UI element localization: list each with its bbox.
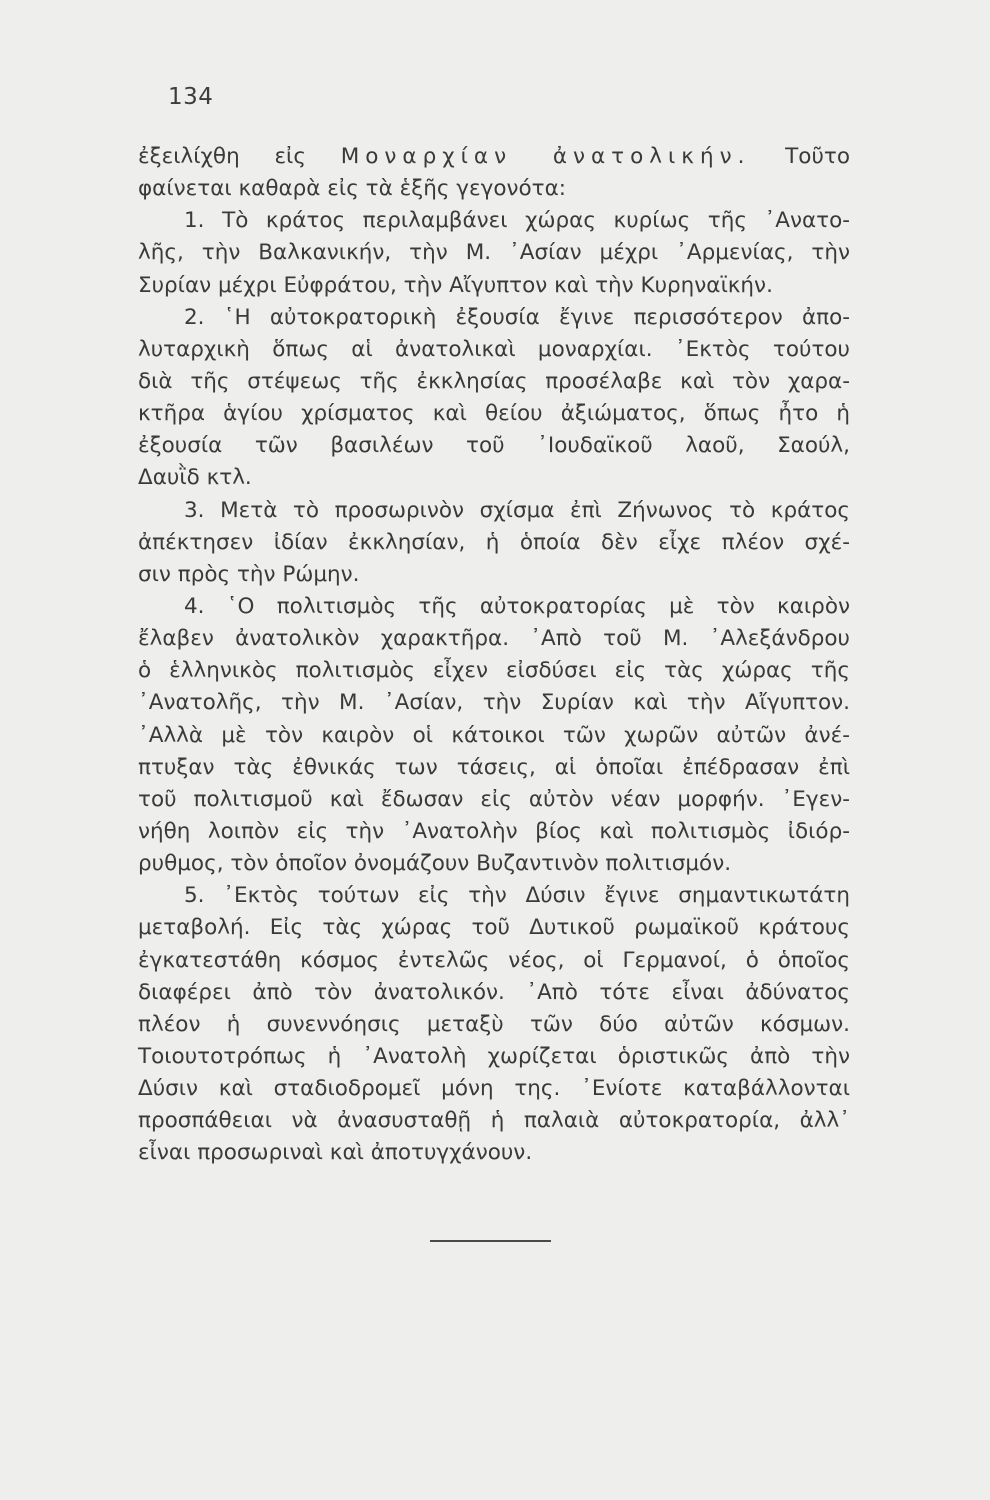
- text-line: μεταβολή. Εἰς τὰς χώρας τοῦ Δυτικοῦ ρωμαϊκοῦ κράτους: [138, 915, 850, 941]
- text-line: [138, 141, 850, 173]
- text-line: Δαυῒδ κτλ.: [138, 465, 252, 491]
- paragraph-start-line: 1. Τὸ κράτος περιλαμβάνει χώρας κυρίως τῆς ᾿Ανατο-: [184, 208, 850, 234]
- text-line: ὁ ἑλληνικὸς πολιτισμὸς εἶχεν εἰσδύσει εἰς τὰς χώρας τῆς: [138, 658, 850, 684]
- text-line: ἐξουσία τῶν βασιλέων τοῦ ᾿Ιουδαϊκοῦ λαοῦ, Σαούλ,: [138, 433, 850, 459]
- text-line: ρυθμος, τὸν ὁποῖον ὀνομάζουν Βυζαντινὸν πολιτισμόν.: [138, 851, 732, 877]
- paragraph-start-line: 5. ᾿Εκτὸς τούτων εἰς τὴν Δύσιν ἔγινε σημαντικωτάτη: [184, 883, 850, 909]
- text-line-end: Τοῦτο: [750, 144, 850, 169]
- page-number: 134: [168, 84, 214, 110]
- paragraph-start-line: 2. ῾Η αὐτοκρατορικὴ ἐξουσία ἔγινε περισσότερον ἀπο-: [184, 304, 850, 330]
- spaced-phrase: Μοναρχίαν ἀνατολικήν.: [340, 144, 751, 169]
- text-line: Δύσιν καὶ σταδιοδρομεῖ μόνη της. ᾿Ενίοτε καταβάλλονται: [138, 1076, 850, 1102]
- text-line: λυταρχικὴ ὅπως αἱ ἀνατολικαὶ μοναρχίαι. ᾿Εκτὸς τούτου: [138, 336, 850, 362]
- text-line: προσπάθειαι νὰ ἀνασυσταθῇ ἡ παλαιὰ αὐτοκρατορία, ἀλλ᾿: [138, 1108, 850, 1134]
- text-line-start: ἐξειλίχθη εἰς: [138, 144, 341, 169]
- text-line: Τοιουτοτρόπως ἡ ᾿Ανατολὴ χωρίζεται ὁριστικῶς ἀπὸ τὴν: [138, 1043, 850, 1069]
- text-line: φαίνεται καθαρὰ εἰς τὰ ἑξῆς γεγονότα:: [138, 176, 567, 202]
- body-text: [138, 141, 850, 1170]
- text-line: ἐγκατεστάθη κόσμος ἐντελῶς νέος, οἱ Γερμανοί, ὁ ὁποῖος: [138, 947, 850, 973]
- text-line: ᾿Αλλὰ μὲ τὸν καιρὸν οἱ κάτοικοι τῶν χωρῶν αὐτῶν ἀνέ-: [138, 722, 850, 748]
- paragraph-start-line: 3. Μετὰ τὸ προσωρινὸν σχίσμα ἐπὶ Ζήνωνος τὸ κράτος: [184, 497, 850, 523]
- text-line: εἶναι προσωριναὶ καὶ ἀποτυγχάνουν.: [138, 1140, 533, 1166]
- text-line: κτῆρα ἁγίου χρίσματος καὶ θείου ἀξιώματος, ὅπως ἦτο ἡ: [138, 401, 850, 427]
- section-end-rule: [430, 1240, 551, 1242]
- text-line: τοῦ πολιτισμοῦ καὶ ἔδωσαν εἰς αὐτὸν νέαν μορφήν. ᾿Εγεν-: [138, 786, 850, 812]
- text-line: πλέον ἡ συνεννόησις μεταξὺ τῶν δύο αὐτῶν κόσμων.: [138, 1011, 850, 1037]
- text-line: διαφέρει ἀπὸ τὸν ἀνατολικόν. ᾿Απὸ τότε εἶναι ἀδύνατος: [138, 979, 850, 1005]
- text-line: σιν πρὸς τὴν Ρώμην.: [138, 561, 360, 587]
- text-line: ᾿Ανατολῆς, τὴν Μ. ᾿Ασίαν, τὴν Συρίαν καὶ τὴν Αἴγυπτον.: [138, 690, 850, 716]
- text-line: διὰ τῆς στέψεως τῆς ἐκκλησίας προσέλαβε καὶ τὸν χαρα-: [138, 368, 850, 394]
- text-line: πτυξαν τὰς ἐθνικάς των τάσεις, αἱ ὁποῖαι ἐπέδρασαν ἐπὶ: [138, 754, 850, 780]
- text-line: λῆς, τὴν Βαλκανικήν, τὴν Μ. ᾿Ασίαν μέχρι ᾿Αρμενίας, τὴν: [138, 240, 850, 266]
- paragraph-start-line: 4. ῾Ο πολιτισμὸς τῆς αὐτοκρατορίας μὲ τὸν καιρὸν: [184, 593, 850, 619]
- text-line: Συρίαν μέχρι Εὐφράτου, τὴν Αἴγυπτον καὶ τὴν Κυρηναϊκήν.: [138, 272, 773, 298]
- text-line: ἔλαβεν ἀνατολικὸν χαρακτῆρα. ᾿Απὸ τοῦ Μ. ᾿Αλεξάνδρου: [138, 626, 850, 652]
- text-line: νήθη λοιπὸν εἰς τὴν ᾿Ανατολὴν βίος καὶ πολιτισμὸς ἰδιόρ-: [138, 818, 850, 844]
- text-line: ἀπέκτησεν ἰδίαν ἐκκλησίαν, ἡ ὁποία δὲν εἶχε πλέον σχέ-: [138, 529, 850, 555]
